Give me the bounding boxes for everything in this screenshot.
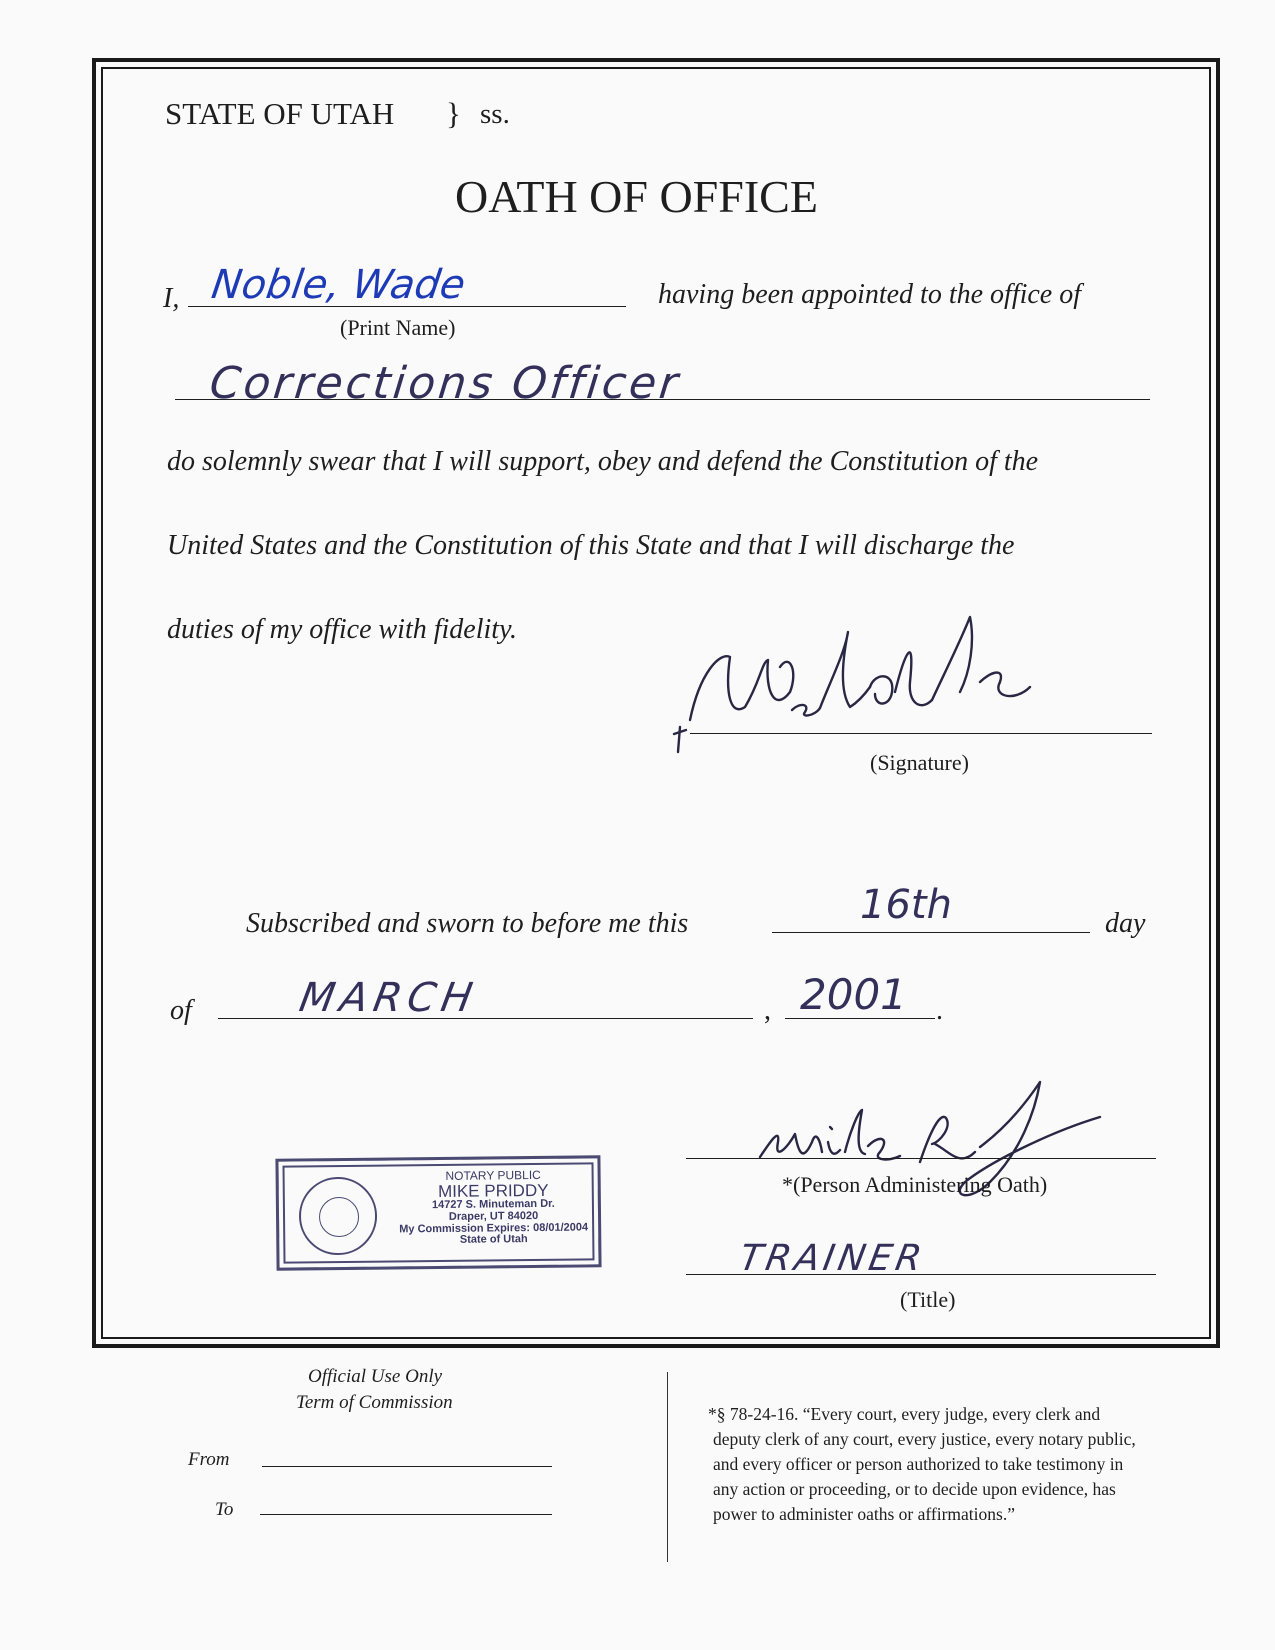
stamp-line-6: State of Utah bbox=[459, 1233, 528, 1246]
oath-prefix: I, bbox=[163, 283, 180, 314]
oath-body-line-2: United States and the Constitution of this State and that I will discharge the bbox=[167, 530, 1015, 561]
day-line bbox=[772, 932, 1090, 933]
to-field[interactable] bbox=[260, 1514, 552, 1515]
document-title: OATH OF OFFICE bbox=[455, 171, 818, 222]
day-handwriting: 16th bbox=[860, 882, 952, 928]
printed-name-handwriting: Noble, Wade bbox=[208, 262, 469, 308]
month-handwriting: MARCH bbox=[295, 975, 482, 1021]
from-field[interactable] bbox=[262, 1466, 552, 1467]
from-label: From bbox=[188, 1449, 230, 1470]
to-label: To bbox=[215, 1499, 234, 1520]
month-comma: , bbox=[764, 995, 771, 1026]
notary-stamp bbox=[275, 1155, 601, 1270]
administrator-line bbox=[686, 1158, 1156, 1159]
official-use-heading: Official Use Only bbox=[308, 1366, 443, 1387]
title-handwriting: TRAINER bbox=[736, 1238, 929, 1279]
stamp-line-2: MIKE PRIDDY bbox=[437, 1180, 549, 1201]
footnote-line-5: power to administer oaths or affirmations.” bbox=[713, 1504, 1015, 1524]
venue-brace: } bbox=[446, 96, 461, 131]
footnote-line-4: any action or proceeding, or to decide upon evidence, has bbox=[713, 1479, 1116, 1499]
stamp-line-1: NOTARY PUBLIC bbox=[445, 1167, 541, 1183]
section-divider bbox=[667, 1372, 668, 1562]
day-word: day bbox=[1105, 908, 1146, 939]
venue-ss: ss. bbox=[480, 98, 510, 130]
administrator-signature bbox=[750, 1072, 1130, 1222]
state-seal-icon bbox=[299, 1177, 378, 1256]
print-name-label: (Print Name) bbox=[340, 315, 456, 340]
stamp-line-4: Draper, UT 84020 bbox=[448, 1209, 539, 1223]
year-handwriting: 2001 bbox=[800, 970, 907, 1019]
of-word: of bbox=[170, 995, 192, 1026]
signature-line bbox=[690, 733, 1152, 734]
office-handwriting: Corrections Officer bbox=[207, 358, 684, 409]
oath-taker-signature bbox=[670, 612, 1110, 757]
footnote-line-3: and every officer or person authorized to take testimony in bbox=[713, 1454, 1124, 1474]
year-period: . bbox=[936, 995, 943, 1026]
term-of-commission-heading: Term of Commission bbox=[296, 1392, 453, 1413]
footnote-line-2: deputy clerk of any court, every justice, every notary public, bbox=[713, 1429, 1136, 1449]
oath-body-line-3: duties of my office with fidelity. bbox=[167, 614, 517, 645]
administrator-label: *(Person Administering Oath) bbox=[782, 1172, 1048, 1197]
appointed-text: having been appointed to the office of bbox=[658, 279, 1082, 310]
venue-state: STATE OF UTAH bbox=[165, 96, 395, 131]
footnote-line-1: *§ 78-24-16. “Every court, every judge, every clerk and bbox=[708, 1404, 1101, 1424]
stamp-line-5: My Commission Expires: 08/01/2004 bbox=[399, 1220, 589, 1235]
stamp-line-3: 14727 S. Minuteman Dr. bbox=[431, 1198, 555, 1212]
oath-body-line-1: do solemnly swear that I will support, obey and defend the Constitution of the bbox=[167, 446, 1039, 477]
signature-label: (Signature) bbox=[870, 750, 969, 775]
title-label: (Title) bbox=[900, 1287, 956, 1312]
subscribed-text: Subscribed and sworn to before me this bbox=[246, 908, 689, 939]
